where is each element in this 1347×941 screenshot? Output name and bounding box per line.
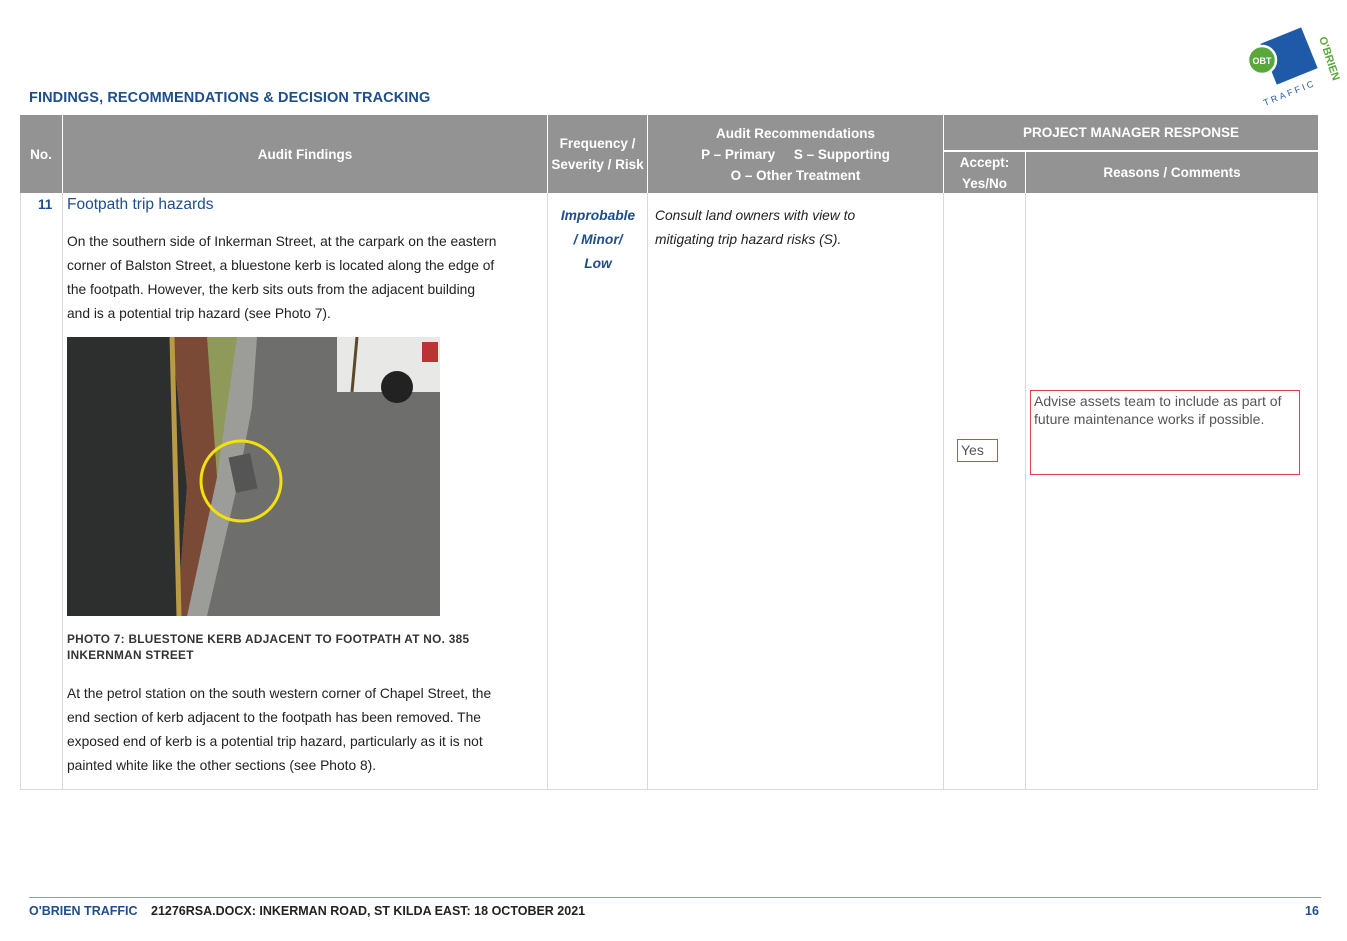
footer-divider: [29, 897, 1321, 898]
logo-name: O'BRIEN: [1316, 35, 1342, 83]
finding-paragraph-1: [67, 230, 542, 326]
header-audit-findings: Audit Findings: [63, 115, 547, 193]
grid-line: [20, 789, 1318, 790]
comment-line: Advise assets team to include as part of: [1034, 393, 1282, 409]
header-pm-response: PROJECT MANAGER RESPONSE: [944, 115, 1318, 150]
logo-sub: TRAFFIC: [1262, 77, 1318, 108]
grid-line: [1317, 193, 1318, 790]
paragraph-line: the footpath. However, the kerb sits outs from the adjacent building: [67, 282, 476, 297]
footer-page-number: 16: [1305, 904, 1319, 918]
risk-line: Improbable: [560, 208, 636, 223]
footer-company: O'BRIEN TRAFFIC: [29, 904, 138, 918]
grid-line: [943, 193, 944, 790]
finding-paragraph-2: [67, 682, 542, 778]
paragraph-line: On the southern side of Inkerman Street, at the carpark on the eastern: [67, 234, 497, 249]
header-risk-line2: Severity / Risk: [551, 157, 644, 172]
recommendation-text: [655, 204, 940, 252]
comment-line: future maintenance works if possible.: [1034, 411, 1265, 427]
header-accept: [944, 152, 1025, 193]
header-reco-line1: Audit Recommendations: [715, 125, 875, 141]
header-reco-line2: P – Primary S – Supporting: [701, 146, 890, 162]
header-accept-line2: Yes/No: [961, 175, 1008, 191]
caption-line: PHOTO 7: BLUESTONE KERB ADJACENT TO FOOTPATH AT NO. 385: [67, 632, 470, 646]
recommendation-line: mitigating trip hazard risks (S).: [655, 232, 842, 247]
header-no: No.: [20, 115, 62, 193]
grid-line: [547, 193, 548, 790]
section-title: FINDINGS, RECOMMENDATIONS & DECISION TRACKING: [29, 90, 431, 106]
header-risk-line1: Frequency /: [559, 136, 636, 151]
header-recommendations: [648, 115, 943, 193]
recommendation-line: Consult land owners with view to: [655, 208, 856, 223]
finding-number: 11: [38, 197, 53, 212]
header-reasons: Reasons / Comments: [1026, 152, 1318, 193]
grid-line: [62, 193, 63, 790]
header-reco-line3: O – Other Treatment: [730, 167, 861, 183]
logo-initials: OBT: [1252, 56, 1272, 66]
grid-line: [647, 193, 648, 790]
paragraph-line: At the petrol station on the south western corner of Chapel Street, the: [67, 686, 492, 701]
risk-rating: [550, 204, 646, 276]
comments-field[interactable]: [1030, 390, 1300, 475]
risk-line: / Minor/: [573, 232, 623, 247]
paragraph-line: painted white like the other sections (see Photo 8).: [67, 758, 377, 773]
obrien-traffic-logo: [1245, 26, 1342, 108]
paragraph-line: corner of Balston Street, a bluestone kerb is located along the edge of: [67, 258, 495, 273]
caption-line: INKERNMAN STREET: [67, 648, 194, 662]
risk-line: Low: [584, 256, 612, 271]
photo-7: [67, 337, 440, 616]
paragraph-line: exposed end of kerb is a potential trip hazard, particularly as it is not: [67, 734, 483, 749]
accept-field[interactable]: Yes: [957, 439, 998, 462]
footer-document: 21276RSA.DOCX: INKERMAN ROAD, ST KILDA EAST: 18 OCTOBER 2021: [151, 904, 586, 918]
photo-caption: [67, 631, 537, 663]
grid-line: [1025, 193, 1026, 790]
paragraph-line: and is a potential trip hazard (see Photo 7).: [67, 306, 331, 321]
finding-title: Footpath trip hazards: [67, 196, 214, 213]
paragraph-line: end section of kerb adjacent to the footpath has been removed. The: [67, 710, 481, 725]
header-accept-line1: Accept:: [959, 154, 1010, 170]
header-risk: [548, 115, 647, 193]
grid-line: [20, 193, 21, 790]
